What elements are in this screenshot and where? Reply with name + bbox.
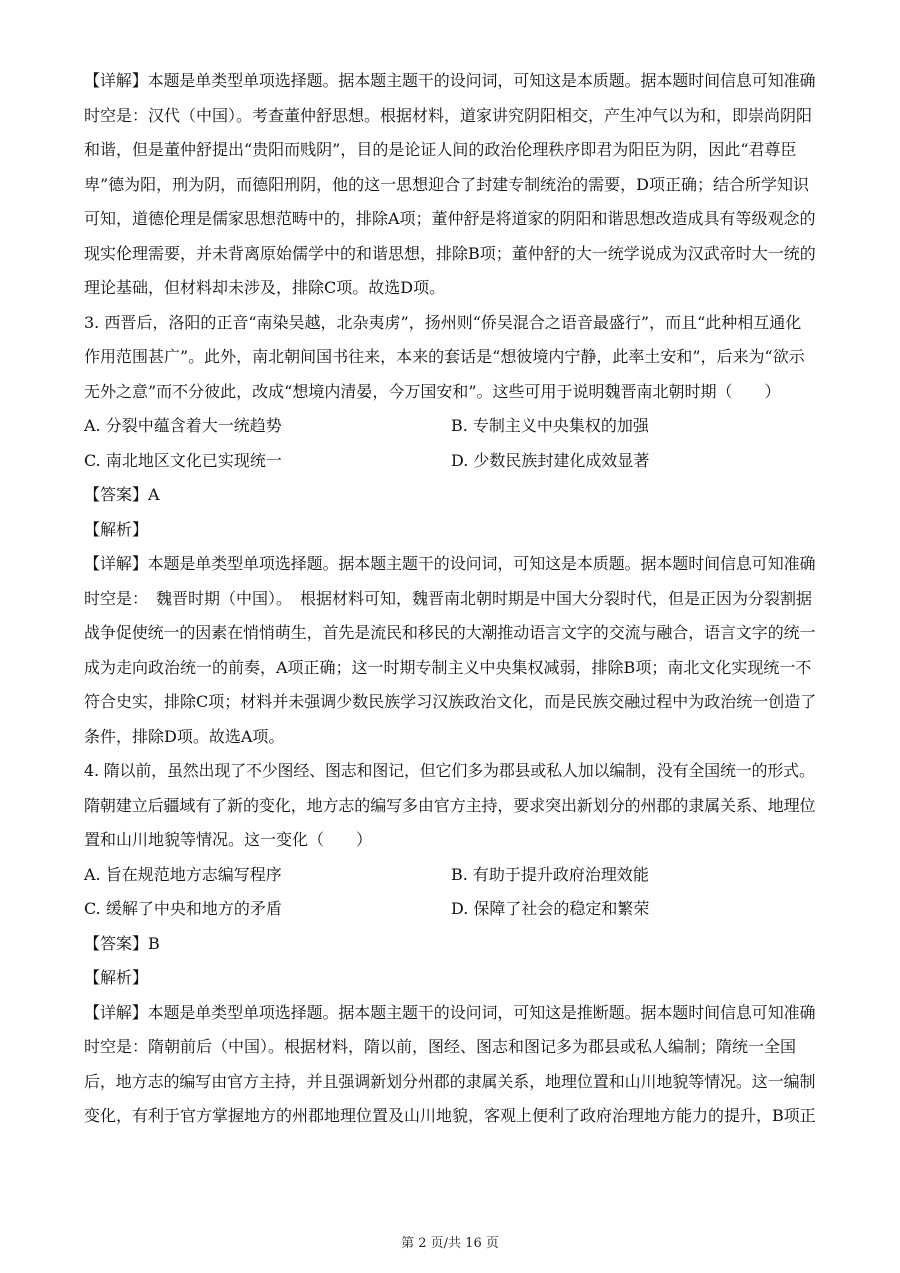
q4-option-b: B. 有助于提升政府治理效能 bbox=[451, 864, 649, 884]
text-line: 隋朝建立后疆域有了新的变化，地方志的编写多由官方主持，要求突出新划分的州郡的隶属关系、地理位 bbox=[84, 795, 816, 815]
text-line: 3. 西晋后，洛阳的正音“南染吴越，北杂夷虏”，扬州则“侨吴混合之语音最盛行”，而且“此种相互通化 bbox=[84, 312, 802, 332]
document-page bbox=[84, 64, 818, 1134]
q3-option-c: C. 南北地区文化已实现统一 bbox=[84, 450, 282, 470]
q4-options-row bbox=[84, 858, 818, 893]
text-line: 战争促使统一的因素在悄悄萌生，首先是流民和移民的大潮推动语言文字的交流与融合，语言文字的统一 bbox=[84, 623, 816, 642]
text-line: 可知，道德伦理是儒家思想范畴中的，排除A项；董仲舒是将道家的阴阳和谐思想改造成具有等级观念的 bbox=[84, 209, 816, 228]
text-line: 符合史实，排除C项；材料并未强调少数民族学习汉族政治文化，而是民族交融过程中为政治统一创造了 bbox=[84, 692, 817, 711]
q4-option-d: D. 保障了社会的稳定和繁荣 bbox=[451, 899, 650, 918]
q4-analysis-heading: 【解析】 bbox=[84, 968, 149, 987]
text-line: 置和山川地貌等情况。这一变化（ ） bbox=[84, 830, 373, 849]
text-line: 4. 隋以前，虽然出现了不少图经、图志和图记，但它们多为郡县或私人加以编制，没有全国统一的形式。 bbox=[84, 761, 815, 780]
q3-option-b: B. 专制主义中央集权的加强 bbox=[451, 416, 649, 435]
q3-option-a: A. 分裂中蕴含着大一统趋势 bbox=[84, 416, 282, 435]
q2-detail bbox=[84, 64, 818, 306]
q3-options-row bbox=[84, 409, 818, 444]
q3-option-d: D. 少数民族封建化成效显著 bbox=[451, 450, 650, 470]
text-line: 和谐，但是董仲舒提出“贵阳而贱阴”，目的是论证人间的政治伦理秩序即君为阳臣为阴，因此“君尊臣 bbox=[84, 140, 797, 159]
q4-answer: 【答案】B bbox=[84, 933, 160, 953]
q3-options-row bbox=[84, 444, 818, 479]
q4-options-row bbox=[84, 892, 818, 927]
q3-answer: 【答案】A bbox=[84, 485, 160, 504]
text-line: 时空是：隋朝前后（中国）。根据材料，隋以前，图经、图志和图记多为郡县或私人编制；隋统一全国 bbox=[84, 1037, 797, 1056]
q3-detail bbox=[84, 547, 818, 754]
text-line: 成为走向政治统一的前奏，A项正确；这一时期专制主义中央集权减弱，排除B项；南北文化实现统一不 bbox=[84, 657, 812, 677]
text-line: 【详解】本题是单类型单项选择题。据本题主题干的设问词，可知这是本质题。据本题时间信息可知准确 bbox=[84, 554, 816, 573]
text-line: 现实伦理需要，并未背离原始儒学中的和谐思想，排除B项；董仲舒的大一统学说成为汉武帝时大一统的 bbox=[84, 243, 816, 263]
page-footer: 第 2 页/共 16 页 bbox=[401, 1236, 499, 1251]
text-line: 理论基础，但材料却未涉及，排除C项。故选D项。 bbox=[84, 278, 446, 297]
text-line: 后，地方志的编写由官方主持，并且强调新划分州郡的隶属关系，地理位置和山川地貌等情况。这一编制 bbox=[84, 1071, 816, 1091]
q4-stem bbox=[84, 754, 818, 858]
text-line: 【详解】本题是单类型单项选择题。据本题主题干的设问词，可知这是推断题。据本题时间信息可知准确 bbox=[84, 1002, 816, 1022]
q4-option-a: A. 旨在规范地方志编写程序 bbox=[84, 864, 282, 884]
q4-option-c: C. 缓解了中央和地方的矛盾 bbox=[84, 899, 282, 918]
text-line: 无外之意”而不分彼此，改成“想境内清晏，今万国安和”。这些可用于说明魏晋南北朝时期（ ） bbox=[84, 381, 781, 401]
text-line: 变化，有利于官方掌握地方的州郡地理位置及山川地貌，客观上便利了政府治理地方能力的提升，B项正 bbox=[84, 1106, 816, 1125]
q3-stem bbox=[84, 306, 818, 410]
q3-analysis-heading: 【解析】 bbox=[84, 519, 149, 539]
text-line: 时空是： 魏晋时期（中国）。 根据材料可知，魏晋南北朝时期是中国大分裂时代，但是正因为分裂割据 bbox=[84, 588, 813, 608]
text-line: 条件，排除D项。故选A项。 bbox=[84, 726, 285, 746]
q4-detail bbox=[84, 996, 818, 1134]
text-line: 卑”德为阳，刑为阴，而德阳刑阴，他的这一思想迎合了封建专制统治的需要，D项正确；结合所学知识 bbox=[84, 174, 810, 194]
text-line: 作用范围甚广”。此外，南北朝间国书往来，本来的套话是“想彼境内宁静，此率土安和”，后来为“欲示 bbox=[84, 347, 805, 366]
text-line: 时空是：汉代（中国）。考查董仲舒思想。根据材料，道家讲究阴阳相交，产生冲气以为和，即崇尚阴阳 bbox=[84, 105, 813, 125]
text-line: 【详解】本题是单类型单项选择题。据本题主题干的设问词，可知这是本质题。据本题时间信息可知准确 bbox=[84, 71, 816, 90]
